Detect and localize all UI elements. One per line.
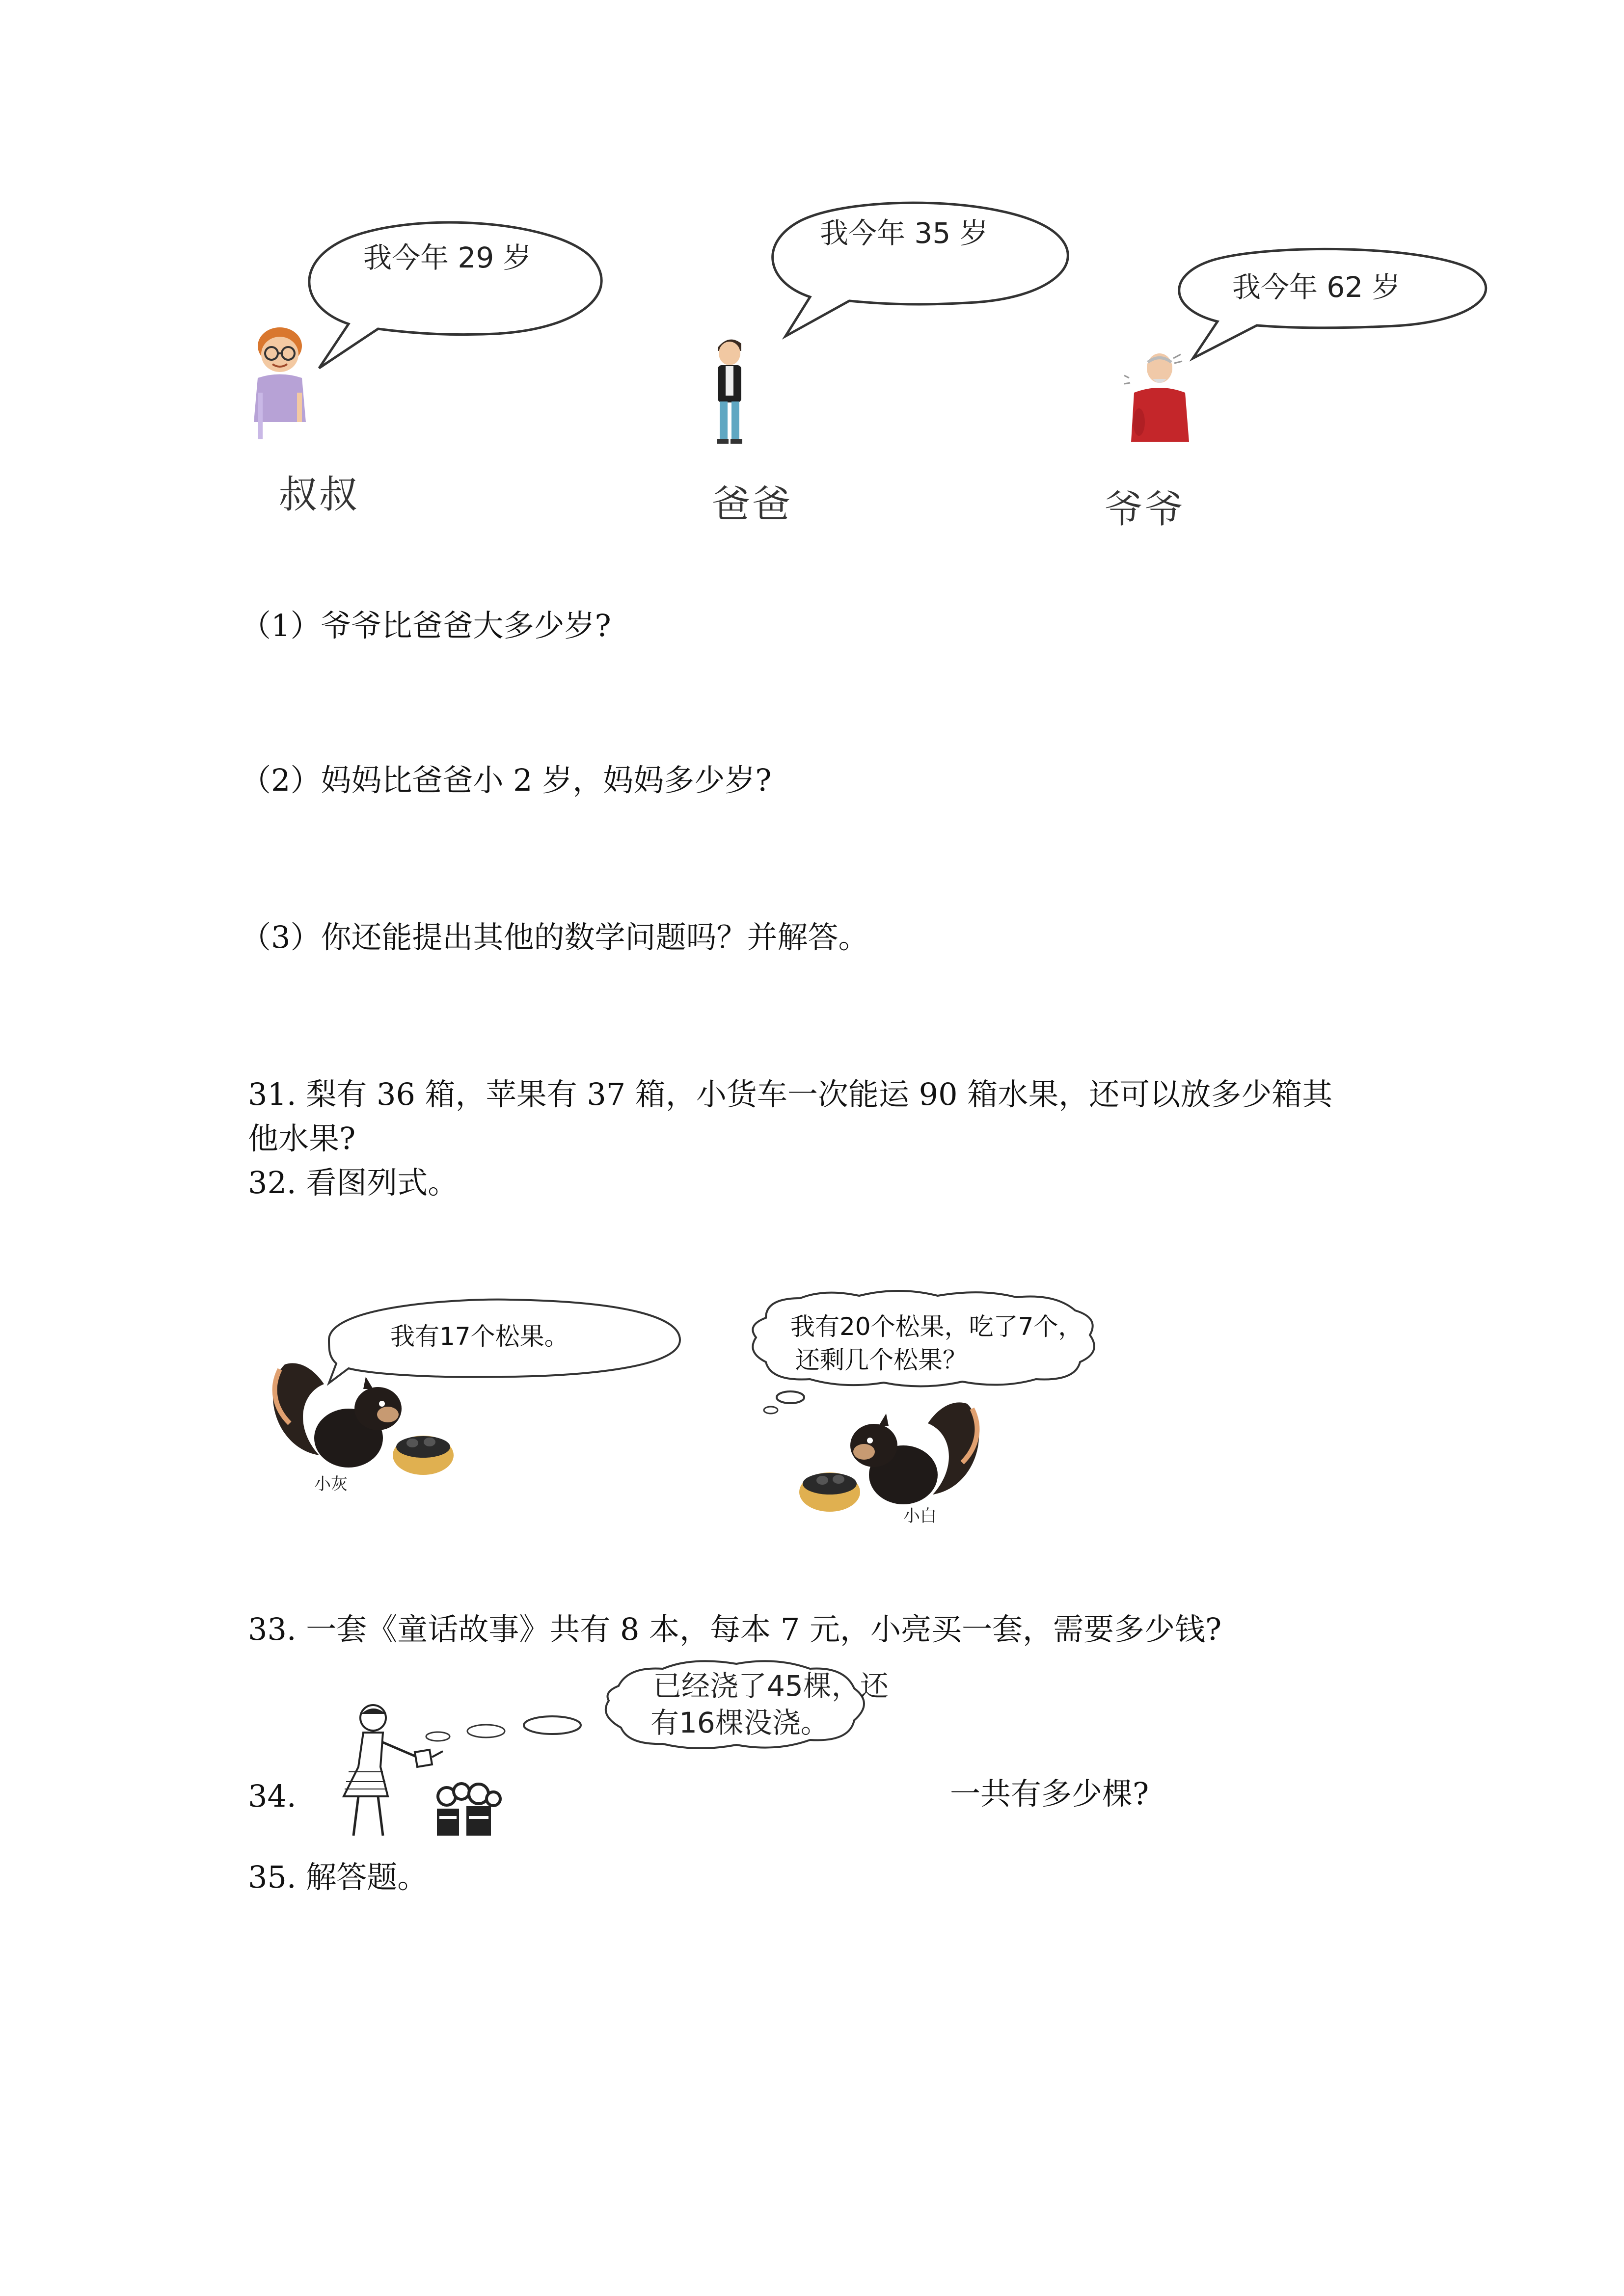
girl-speech-line-2: 有16棵没浇。 bbox=[650, 1706, 829, 1739]
squirrel-white-speech-line-1: 我有20个松果，吃了7个， bbox=[790, 1312, 1083, 1341]
speech-bubble-uncle bbox=[290, 211, 614, 368]
speech-bubble-grandpa bbox=[1164, 245, 1497, 358]
dad-name-label: 爸爸 bbox=[712, 482, 793, 527]
question-31-line-2: 他水果? bbox=[248, 1121, 356, 1156]
question-35: 35. 解答题。 bbox=[248, 1859, 428, 1895]
uncle-speech-text: 我今年 29 岁 bbox=[363, 241, 532, 274]
sub-question-1: （1）爷爷比爸爸大多少岁? bbox=[241, 608, 611, 643]
question-31-line-1: 31. 梨有 36 箱，苹果有 37 箱，小货车一次能运 90 箱水果，还可以放多少箱其 bbox=[248, 1076, 1333, 1112]
dad-speech-text: 我今年 35 岁 bbox=[820, 216, 988, 250]
squirrel-grey bbox=[265, 1350, 471, 1497]
sub-question-2: （2）妈妈比爸爸小 2 岁，妈妈多少岁? bbox=[241, 762, 772, 798]
grandpa-figure bbox=[1124, 348, 1203, 447]
girl-speech-line-1: 已经浇了45棵，还 bbox=[653, 1669, 889, 1703]
question-32: 32. 看图列式。 bbox=[248, 1165, 459, 1201]
dad-figure bbox=[707, 334, 751, 447]
squirrel-grey-speech-text: 我有17个松果。 bbox=[390, 1322, 569, 1351]
uncle-name-label: 叔叔 bbox=[279, 473, 360, 517]
question-33: 33. 一套《童话故事》共有 8 本，每本 7 元，小亮买一套，需要多少钱? bbox=[248, 1611, 1222, 1647]
uncle-figure bbox=[248, 324, 317, 442]
grandpa-speech-text: 我今年 62 岁 bbox=[1232, 270, 1401, 304]
girl-thought-bubble bbox=[422, 1656, 943, 1755]
squirrel-white-speech-line-2: 还剩几个松果？ bbox=[795, 1346, 967, 1374]
question-34-number: 34. bbox=[248, 1778, 297, 1814]
sub-question-3: （3）你还能提出其他的数学问题吗？并解答。 bbox=[241, 919, 869, 955]
speech-bubble-dad bbox=[756, 194, 1080, 336]
flower-pots bbox=[437, 1784, 500, 1836]
grandpa-name-label: 爷爷 bbox=[1105, 487, 1186, 532]
question-34-question: 一共有多少棵? bbox=[950, 1776, 1149, 1812]
squirrel-grey-name: 小灰 bbox=[314, 1474, 348, 1494]
squirrel-white bbox=[781, 1389, 987, 1526]
squirrel-white-name: 小白 bbox=[903, 1506, 937, 1526]
